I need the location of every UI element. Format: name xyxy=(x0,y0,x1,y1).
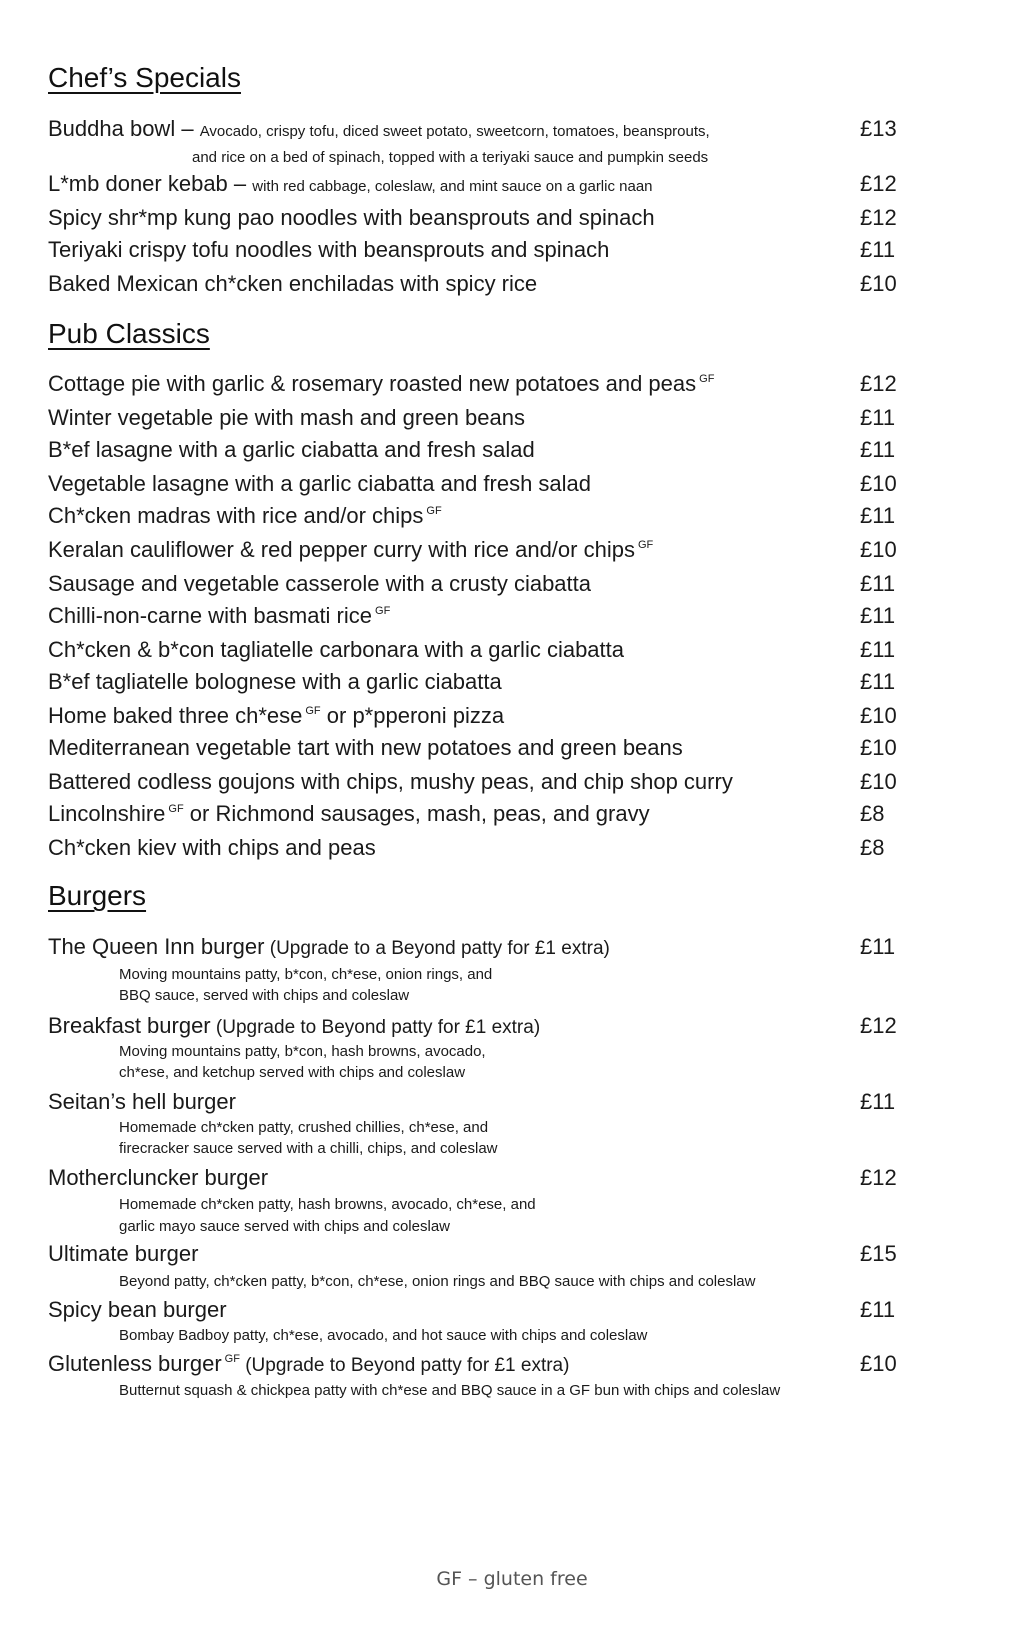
menu-item xyxy=(48,934,908,964)
item-price: £11 xyxy=(860,237,896,262)
menu-item xyxy=(48,271,908,301)
item-name: L*mb doner kebab xyxy=(48,171,228,196)
item-name: B*ef lasagne with a garlic ciabatta and fresh salad xyxy=(48,437,535,462)
item-name: Ch*cken kiev with chips and peas xyxy=(48,835,376,860)
menu-item xyxy=(48,237,908,267)
upgrade-note: (Upgrade to a Beyond patty for £1 extra) xyxy=(264,938,610,959)
gluten-free-badge: GF xyxy=(305,705,321,717)
menu-item xyxy=(48,1297,908,1327)
menu-item xyxy=(48,537,908,567)
section-heading-burgers: Burgers xyxy=(48,880,147,911)
menu-item xyxy=(48,669,908,699)
menu-item: Home baked three ch*ese $^{GF}$ or p*pperoni pizza £10 xyxy=(48,703,908,733)
item-name: Buddha bowl xyxy=(48,116,176,141)
item-description: Butternut squash & chickpea patty with ch*ese and BBQ sauce in a GF bun with chips and coleslaw xyxy=(119,1382,781,1399)
item-price: £12 xyxy=(860,1013,897,1038)
item-description: BBQ sauce, served with chips and coleslaw xyxy=(119,987,410,1004)
item-price: £10 xyxy=(860,735,897,760)
menu-item xyxy=(48,503,908,533)
item-description: Beyond patty, ch*cken patty, b*con, ch*ese, onion rings and BBQ sauce with chips and coleslaw xyxy=(119,1273,756,1290)
item-price: £13 xyxy=(860,116,897,141)
gluten-free-badge: GF xyxy=(375,605,391,617)
menu-item: Lincolnshire $^{GF}$ or Richmond sausages, mash, peas, and gravy £8 xyxy=(48,801,908,831)
item-price: £11 xyxy=(860,637,896,662)
gluten-free-badge: GF xyxy=(637,539,654,551)
menu-item xyxy=(48,471,908,501)
menu-item xyxy=(48,1013,908,1043)
item-price: £10 xyxy=(860,271,897,296)
menu-item xyxy=(48,205,908,235)
menu-item xyxy=(48,405,908,435)
item-price: £11 xyxy=(860,1089,896,1114)
item-price: £15 xyxy=(860,1241,897,1266)
item-name: Baked Mexican ch*cken enchiladas with spicy rice xyxy=(48,271,538,296)
menu-item xyxy=(48,769,908,799)
item-name: Sausage and vegetable casserole with a crusty ciabatta xyxy=(48,571,591,596)
menu-item xyxy=(48,1089,908,1119)
upgrade-note: (Upgrade to Beyond patty for £1 extra) xyxy=(210,1017,541,1038)
menu-item: Buddha bowl – Avocado, crispy tofu, diced sweet potato, sweetcorn, tomatoes, beansprouts, £13 xyxy=(48,116,908,146)
item-description: and rice on a bed of spinach, topped with a teriyaki sauce and pumpkin seeds xyxy=(192,149,709,166)
menu-item xyxy=(48,735,908,765)
item-description: firecracker sauce served with a chilli, chips, and coleslaw xyxy=(119,1140,498,1157)
item-description: with red cabbage, coleslaw, and mint sauce on a garlic naan xyxy=(252,178,653,195)
gluten-free-badge: GF xyxy=(224,1353,240,1365)
item-price: £11 xyxy=(860,405,896,430)
item-name: Chilli-non-carne with basmati rice xyxy=(48,603,373,628)
item-price: £10 xyxy=(860,1351,897,1376)
item-price: £8 xyxy=(860,801,885,826)
gluten-free-badge: GF xyxy=(168,803,184,815)
item-description: Avocado, crispy tofu, diced sweet potato, sweetcorn, tomatoes, beansprouts, xyxy=(199,123,710,140)
menu-item xyxy=(48,371,908,401)
item-name: Breakfast burger xyxy=(48,1013,211,1038)
menu-item xyxy=(48,1351,908,1381)
section-heading-pub-classics: Pub Classics xyxy=(48,318,210,349)
item-price: £12 xyxy=(860,1165,897,1190)
upgrade-note: (Upgrade to Beyond patty for £1 extra) xyxy=(239,1355,570,1376)
item-name: Ch*cken & b*con tagliatelle carbonara with a garlic ciabatta xyxy=(48,637,624,662)
item-name: Glutenless burger xyxy=(48,1351,222,1376)
menu-item xyxy=(48,1241,908,1271)
item-name: Spicy shr*mp kung pao noodles with beansprouts and spinach xyxy=(48,205,655,230)
item-price: £11 xyxy=(860,1297,896,1322)
item-name: Spicy bean burger xyxy=(48,1297,227,1322)
menu-item xyxy=(48,571,908,601)
menu-item xyxy=(48,437,908,467)
item-price: £8 xyxy=(860,835,885,860)
item-name: Lincolnshire xyxy=(48,801,166,826)
item-name: The Queen Inn burger xyxy=(48,934,265,959)
item-name: B*ef tagliatelle bolognese with a garlic ciabatta xyxy=(48,669,502,694)
item-name: Winter vegetable pie with mash and green beans xyxy=(48,405,525,430)
item-price: £11 xyxy=(860,669,896,694)
item-description: Bombay Badboy patty, ch*ese, avocado, and hot sauce with chips and coleslaw xyxy=(119,1327,648,1344)
item-name: Mothercluncker burger xyxy=(48,1165,269,1190)
item-name: Seitan’s hell burger xyxy=(48,1089,236,1114)
item-name: Cottage pie with garlic & rosemary roasted new potatoes and peas xyxy=(48,371,697,396)
item-price: £11 xyxy=(860,603,896,628)
item-price: £10 xyxy=(860,471,897,496)
item-description: Homemade ch*cken patty, hash browns, avocado, ch*ese, and xyxy=(119,1196,536,1213)
item-price: £11 xyxy=(860,437,896,462)
item-description: Moving mountains patty, b*con, hash browns, avocado, xyxy=(119,1043,486,1060)
menu-item xyxy=(48,835,908,865)
menu-item: L*mb doner kebab – with red cabbage, coleslaw, and mint sauce on a garlic naan £12 xyxy=(48,171,908,201)
item-price: £11 xyxy=(860,571,896,596)
item-price: £11 xyxy=(860,934,896,959)
item-price: £10 xyxy=(860,769,897,794)
gluten-free-badge: GF xyxy=(426,505,442,517)
section-heading-chefs-specials: Chef’s Specials xyxy=(48,62,241,93)
menu-item xyxy=(48,637,908,667)
item-description: garlic mayo sauce served with chips and coleslaw xyxy=(119,1218,450,1235)
item-name: Keralan cauliflower & red pepper curry with rice and/or chips xyxy=(48,537,635,562)
item-price: £12 xyxy=(860,171,897,196)
item-price: £12 xyxy=(860,371,897,396)
gluten-free-legend: GF – gluten free xyxy=(436,1568,588,1590)
item-price: £11 xyxy=(860,503,896,528)
item-description: Homemade ch*cken patty, crushed chillies, ch*ese, and xyxy=(119,1119,489,1136)
menu-item xyxy=(48,1165,908,1195)
item-description: ch*ese, and ketchup served with chips and coleslaw xyxy=(119,1064,466,1081)
item-description: Moving mountains patty, b*con, ch*ese, onion rings, and xyxy=(119,966,493,983)
item-name: Ultimate burger xyxy=(48,1241,199,1266)
item-name: Battered codless goujons with chips, mushy peas, and chip shop curry xyxy=(48,769,733,794)
gluten-free-badge: GF xyxy=(699,373,715,385)
item-price: £10 xyxy=(860,703,897,728)
item-price: £12 xyxy=(860,205,897,230)
item-name: Vegetable lasagne with a garlic ciabatta and fresh salad xyxy=(48,471,592,496)
item-name: Ch*cken madras with rice and/or chips xyxy=(48,503,424,528)
item-name: Teriyaki crispy tofu noodles with beansprouts and spinach xyxy=(48,237,610,262)
item-name: Home baked three ch*ese xyxy=(48,703,303,728)
item-price: £10 xyxy=(860,537,897,562)
menu-item xyxy=(48,603,908,633)
item-name: Mediterranean vegetable tart with new potatoes and green beans xyxy=(48,735,683,760)
